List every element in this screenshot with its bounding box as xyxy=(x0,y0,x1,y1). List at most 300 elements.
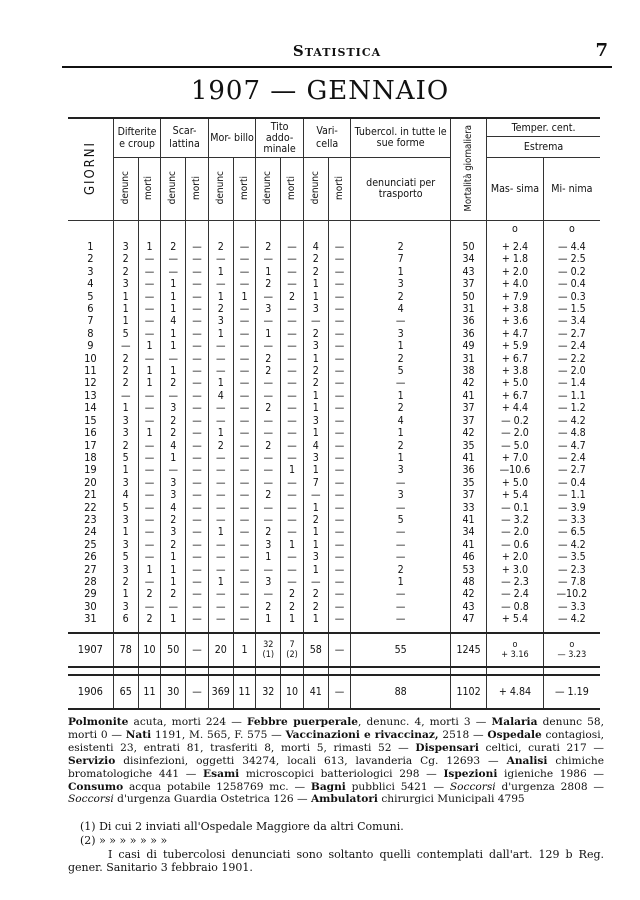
varicella-denunc: 1 xyxy=(303,564,328,576)
tito-morti: — xyxy=(281,477,304,489)
mortalita: 31 xyxy=(450,303,486,315)
tubercolosi-denunciati: 1 xyxy=(351,452,451,464)
varicella-denunc: 1 xyxy=(303,502,328,514)
scarlattina-denunc: 2 xyxy=(161,237,186,253)
tito-denunc: — xyxy=(256,588,281,600)
table-row xyxy=(68,576,600,588)
tubercolosi-denunciati: 3 xyxy=(351,464,451,476)
difterite-denunc: 2 xyxy=(113,576,138,588)
tito-denunc: — xyxy=(256,291,281,303)
tubercolosi-denunciati: 5 xyxy=(351,365,451,377)
temp-massima: — 2.4 xyxy=(487,588,544,600)
day-number: 26 xyxy=(84,551,97,564)
tito-denunc: — xyxy=(256,564,281,576)
morbillo-morti: — xyxy=(233,402,256,414)
difterite-denunc: 1 xyxy=(113,315,138,327)
tito-morti: — xyxy=(281,278,304,290)
tubercolosi-denunciati: 2 xyxy=(351,564,451,576)
tubercolosi-header: Tubercol. in tutte le sue forme xyxy=(351,118,451,158)
tito-denunc: — xyxy=(256,390,281,402)
varicella-morti: — xyxy=(328,440,351,452)
difterite-denunc: — xyxy=(113,340,138,352)
denunc-header: denunc xyxy=(113,158,138,221)
difterite-denunc: 1 xyxy=(113,291,138,303)
difterite-morti: — xyxy=(138,440,161,452)
scarlattina-denunc: — xyxy=(161,266,186,278)
morti-header: morti xyxy=(281,158,304,221)
difterite-denunc: 1 xyxy=(113,303,138,315)
tito-denunc: 2 xyxy=(256,601,281,613)
scarlattina-morti: — xyxy=(186,502,209,514)
varicella-morti: — xyxy=(328,452,351,464)
difterite-morti: 1 xyxy=(138,427,161,439)
table-row xyxy=(68,539,600,551)
day-number: 11 xyxy=(84,365,97,378)
morbillo-morti: — xyxy=(233,237,256,253)
difterite-morti: — xyxy=(138,539,161,551)
tito-denunc: 2 xyxy=(256,353,281,365)
footnote-2: (2) » » » » » » » xyxy=(80,834,168,847)
temp-massima: + 5.9 xyxy=(487,340,544,352)
difterite-morti: — xyxy=(138,291,161,303)
difterite-denunc: — xyxy=(113,390,138,402)
tubercolosi-denunciati: — xyxy=(351,377,451,389)
table-row xyxy=(68,328,600,340)
tito-denunc: 2 xyxy=(256,489,281,501)
morti-header: morti xyxy=(138,158,161,221)
morbillo-denunc: — xyxy=(208,365,233,377)
day-number: 23 xyxy=(84,513,97,526)
tubercolosi-denunciati: 1 xyxy=(351,576,451,588)
table-row xyxy=(68,291,600,303)
temp-massima: + 2.0 xyxy=(487,551,544,563)
morbillo-morti: — xyxy=(233,377,256,389)
table-row xyxy=(68,237,600,253)
mortalita: 1102 xyxy=(450,675,486,709)
varicella-denunc: 2 xyxy=(303,253,328,265)
tito-morti: — xyxy=(281,489,304,501)
scarlattina-denunc: 1 xyxy=(161,328,186,340)
difterite-denunc: 1 xyxy=(113,588,138,600)
mortalita: 42 xyxy=(450,377,486,389)
tubercolosi-denunciati: 1 xyxy=(351,340,451,352)
morti-header: morti xyxy=(186,158,209,221)
temp-massima: + 4.0 xyxy=(487,278,544,290)
temp-massima: — 0.8 xyxy=(487,601,544,613)
morbillo-morti: — xyxy=(233,601,256,613)
day-number: 15 xyxy=(84,414,97,427)
temp-massima: — 5.0 xyxy=(487,440,544,452)
difterite-morti: 10 xyxy=(138,633,161,667)
mortalita: 47 xyxy=(450,613,486,625)
varicella-morti: — xyxy=(328,390,351,402)
morbillo-denunc: 1 xyxy=(208,427,233,439)
day-number: 17 xyxy=(84,439,97,452)
scarlattina-morti: — xyxy=(186,303,209,315)
tito-morti: — xyxy=(281,303,304,315)
temp-massima: + 7.9 xyxy=(487,291,544,303)
tito-denunc: 3 xyxy=(256,576,281,588)
tubercolosi-denunciati: 1 xyxy=(351,266,451,278)
tubercolosi-denunciati: 3 xyxy=(351,278,451,290)
morbillo-denunc: — xyxy=(208,353,233,365)
scarlattina-morti: — xyxy=(186,328,209,340)
temp-minima: — 4.2 xyxy=(543,415,600,427)
tubercolosi-denunciati: — xyxy=(351,601,451,613)
tito-morti: 2 xyxy=(281,588,304,600)
tubercolosi-denunciati: — xyxy=(351,502,451,514)
difterite-denunc: 3 xyxy=(113,427,138,439)
denunc-header: denunc xyxy=(303,158,328,221)
difterite-morti: — xyxy=(138,266,161,278)
table-row xyxy=(68,315,600,327)
morbillo-morti: — xyxy=(233,278,256,290)
table-row xyxy=(68,440,600,452)
morbillo-denunc: — xyxy=(208,588,233,600)
temperatura-header: Temper. cent. Estrema xyxy=(487,118,600,158)
varicella-denunc: 7 xyxy=(303,477,328,489)
mortalita-header: Mortalità giornaliera xyxy=(450,118,486,221)
tito-morti: 1 xyxy=(281,464,304,476)
scarlattina-morti: — xyxy=(186,253,209,265)
varicella-denunc: 3 xyxy=(303,340,328,352)
temp-massima: + 6.7 xyxy=(487,353,544,365)
varicella-morti: — xyxy=(328,253,351,265)
tito-morti: — xyxy=(281,514,304,526)
mortalita: 50 xyxy=(450,291,486,303)
tito-denunc: 32 (1) xyxy=(256,633,281,667)
varicella-morti: — xyxy=(328,315,351,327)
varicella-denunc: 1 xyxy=(303,402,328,414)
mortalita: 50 xyxy=(450,237,486,253)
scarlattina-morti: — xyxy=(186,365,209,377)
day-number: 22 xyxy=(84,501,97,514)
temp-massima: — 0.1 xyxy=(487,502,544,514)
mortalita: 37 xyxy=(450,489,486,501)
tito-morti: — xyxy=(281,576,304,588)
giorni-header: GIORNI xyxy=(68,118,113,221)
temp-massima: o + 3.16 xyxy=(487,633,544,667)
mortalita: 37 xyxy=(450,278,486,290)
morbillo-morti: — xyxy=(233,477,256,489)
scarlattina-morti: — xyxy=(186,576,209,588)
tubercolosi-denunciati: 55 xyxy=(351,633,451,667)
table-row xyxy=(68,489,600,501)
morbillo-denunc: 1 xyxy=(208,328,233,340)
difterite-denunc: 3 xyxy=(113,477,138,489)
temp-massima: + 3.0 xyxy=(487,564,544,576)
day-number: 1907 xyxy=(68,633,113,667)
day-number: 10 xyxy=(84,352,97,365)
scarlattina-morti: — xyxy=(186,315,209,327)
table-row xyxy=(68,514,600,526)
tito-denunc: 1 xyxy=(256,613,281,625)
mortalita: 41 xyxy=(450,514,486,526)
temp-massima: + 4.4 xyxy=(487,402,544,414)
table-row xyxy=(68,402,600,414)
difterite-denunc: 3 xyxy=(113,278,138,290)
temp-minima: — 0.3 xyxy=(543,291,600,303)
temp-minima: — 0.4 xyxy=(543,278,600,290)
scarlattina-denunc: 3 xyxy=(161,477,186,489)
temp-massima: —10.6 xyxy=(487,464,544,476)
scarlattina-denunc: — xyxy=(161,464,186,476)
morbillo-morti: — xyxy=(233,514,256,526)
varicella-denunc: 2 xyxy=(303,588,328,600)
morbillo-morti: — xyxy=(233,489,256,501)
temp-massima: + 4.7 xyxy=(487,328,544,340)
morbillo-denunc: 4 xyxy=(208,390,233,402)
scarlattina-denunc: 3 xyxy=(161,489,186,501)
footnote-1: (1) Di cui 2 inviati all'Ospedale Maggiore da altri Comuni. xyxy=(80,820,404,833)
tubercolosi-denunciati: 2 xyxy=(351,237,451,253)
scarlattina-morti: — xyxy=(186,601,209,613)
scarlattina-denunc: 2 xyxy=(161,377,186,389)
tubercolosi-denunciati: — xyxy=(351,551,451,563)
tito-morti: 10 xyxy=(281,675,304,709)
footnote-tubercolosi: I casi di tubercolosi denunciati sono soltanto quelli contemplati dall'art. 129 b Reg. gener. Sanitario 3 febbraio 1901. xyxy=(68,848,604,874)
morti-header: morti xyxy=(328,158,351,221)
tito-denunc: — xyxy=(256,464,281,476)
mortalita: 49 xyxy=(450,340,486,352)
varicella-morti: — xyxy=(328,415,351,427)
difterite-denunc: 1 xyxy=(113,526,138,538)
day-number: 1906 xyxy=(68,675,113,709)
morbillo-denunc: — xyxy=(208,477,233,489)
morbillo-denunc: — xyxy=(208,464,233,476)
difterite-morti: 11 xyxy=(138,675,161,709)
difterite-denunc: 3 xyxy=(113,237,138,253)
temp-minima: — 3.4 xyxy=(543,315,600,327)
scarlattina-denunc: — xyxy=(161,253,186,265)
tito-denunc: 3 xyxy=(256,539,281,551)
tito-morti: 1 xyxy=(281,539,304,551)
day-number: 12 xyxy=(84,377,97,390)
scarlattina-denunc: 2 xyxy=(161,415,186,427)
scarlattina-morti: — xyxy=(186,633,209,667)
table-row xyxy=(68,340,600,352)
tito-denunc: 2 xyxy=(256,365,281,377)
tito-denunc: 3 xyxy=(256,303,281,315)
scarlattina-denunc: 3 xyxy=(161,526,186,538)
temp-massima: + 6.7 xyxy=(487,390,544,402)
morbillo-denunc: — xyxy=(208,452,233,464)
tito-morti: 2 xyxy=(281,601,304,613)
tito-denunc: 2 xyxy=(256,402,281,414)
denunc-header: denunc xyxy=(208,158,233,221)
difterite-morti: 2 xyxy=(138,588,161,600)
table-row xyxy=(68,526,600,538)
difterite-morti: — xyxy=(138,402,161,414)
morbillo-morti: — xyxy=(233,353,256,365)
morbillo-denunc: — xyxy=(208,564,233,576)
morbillo-morti: 11 xyxy=(233,675,256,709)
tubercolosi-denunciati: 2 xyxy=(351,291,451,303)
day-number: 19 xyxy=(84,464,97,477)
day-number: 9 xyxy=(87,340,94,353)
tito-denunc: 2 xyxy=(256,526,281,538)
temp-minima: o — 3.23 xyxy=(543,633,600,667)
varicella-morti: — xyxy=(328,427,351,439)
table-row xyxy=(68,266,600,278)
day-number: 1 xyxy=(87,240,94,253)
scarlattina-denunc: — xyxy=(161,601,186,613)
morbillo-denunc: 1 xyxy=(208,377,233,389)
temp-minima: — 1.1 xyxy=(543,390,600,402)
scarlattina-denunc: 1 xyxy=(161,303,186,315)
difterite-morti: — xyxy=(138,452,161,464)
difterite-denunc: 5 xyxy=(113,328,138,340)
scarlattina-denunc: — xyxy=(161,390,186,402)
difterite-morti: — xyxy=(138,551,161,563)
tito-morti: — xyxy=(281,315,304,327)
day-number: 28 xyxy=(84,575,97,588)
tito-denunc: — xyxy=(256,452,281,464)
morbillo-denunc: 3 xyxy=(208,315,233,327)
total-row-total_1906 xyxy=(68,675,600,709)
mortalita: 31 xyxy=(450,353,486,365)
temp-minima: — 3.9 xyxy=(543,502,600,514)
difterite-denunc: 2 xyxy=(113,365,138,377)
tubercolosi-denunciati: — xyxy=(351,526,451,538)
morbillo-morti: — xyxy=(233,266,256,278)
difterite-morti: — xyxy=(138,601,161,613)
morbillo-denunc: — xyxy=(208,415,233,427)
difterite-denunc: 78 xyxy=(113,633,138,667)
temp-minima: — 4.2 xyxy=(543,613,600,625)
difterite-denunc: 1 xyxy=(113,402,138,414)
massima-header: Mas- sima xyxy=(487,158,544,221)
day-number: 3 xyxy=(87,265,94,278)
morbillo-morti: — xyxy=(233,588,256,600)
morbillo-morti: 1 xyxy=(233,291,256,303)
difterite-morti: — xyxy=(138,253,161,265)
varicella-denunc: 2 xyxy=(303,377,328,389)
difterite-denunc: 3 xyxy=(113,539,138,551)
morbillo-denunc: 20 xyxy=(208,633,233,667)
varicella-morti: — xyxy=(328,365,351,377)
varicella-denunc: 2 xyxy=(303,601,328,613)
table-row xyxy=(68,502,600,514)
difterite-morti: — xyxy=(138,477,161,489)
day-number: 2 xyxy=(87,253,94,266)
tubercolosi-denunciati: 1 xyxy=(351,427,451,439)
scarlattina-morti: — xyxy=(186,278,209,290)
tito-morti: — xyxy=(281,440,304,452)
scarlattina-morti: — xyxy=(186,427,209,439)
morbillo-morti: — xyxy=(233,613,256,625)
degree-mark: o xyxy=(487,221,544,238)
scarlattina-denunc: 2 xyxy=(161,539,186,551)
mortalita: 34 xyxy=(450,253,486,265)
morti-header: morti xyxy=(233,158,256,221)
temp-massima: — 3.2 xyxy=(487,514,544,526)
varicella-denunc: 1 xyxy=(303,291,328,303)
notes-paragraph: Polmonite acuta, morti 224 — Febbre puerperale, denunc. 4, morti 3 — Malaria denunc 58, morti 0 — Nati 1191, M. 565, F. 575 — Vaccinazioni e rivaccinaz, 2518 — Ospedale contagiosi, esistenti 23, entrati 81, trasferiti 8, morti 5, rimasti 52 — Dispensari celtici, curati 217 — Servizio disinfezioni, oggetti 34274, locali 613, lavanderia Cg. 12693 — Analisi chimiche bromatologiche 441 — Esami microscopici batteriologici 298 — Ispezioni igieniche 1986 — Consumo acqua potabile 1258769 mc. — Bagni pubblici 5421 — Soccorsi d'urgenza 2808 — Soccorsi d'urgenza Guardia Ostetrica 126 — Ambulatori chirurgici Municipali 4795 xyxy=(68,716,605,806)
scarlattina-morti: — xyxy=(186,675,209,709)
mortalita: 41 xyxy=(450,390,486,402)
scarlattina-denunc: 1 xyxy=(161,365,186,377)
varicella-morti: — xyxy=(328,303,351,315)
tito-morti: — xyxy=(281,427,304,439)
morbillo-denunc: — xyxy=(208,253,233,265)
scarlattina-morti: — xyxy=(186,464,209,476)
mortalita: 1245 xyxy=(450,633,486,667)
scarlattina-denunc: 1 xyxy=(161,564,186,576)
difterite-morti: — xyxy=(138,464,161,476)
morbillo-denunc: — xyxy=(208,340,233,352)
temp-minima: — 0.4 xyxy=(543,477,600,489)
difterite-morti: — xyxy=(138,576,161,588)
tito-morti: 7 (2) xyxy=(281,633,304,667)
morbillo-denunc: — xyxy=(208,613,233,625)
mortalita: 48 xyxy=(450,576,486,588)
scarlattina-morti: — xyxy=(186,266,209,278)
varicella-morti: — xyxy=(328,502,351,514)
scarlattina-morti: — xyxy=(186,514,209,526)
tubercolosi-denunciati: — xyxy=(351,539,451,551)
scarlattina-denunc: 4 xyxy=(161,315,186,327)
day-number: 7 xyxy=(87,315,94,328)
temp-minima: — 1.1 xyxy=(543,489,600,501)
scarlattina-morti: — xyxy=(186,526,209,538)
varicella-morti: — xyxy=(328,328,351,340)
temp-massima: + 2.0 xyxy=(487,266,544,278)
morbillo-denunc: — xyxy=(208,402,233,414)
mortalita: 41 xyxy=(450,539,486,551)
temp-minima: — 3.3 xyxy=(543,514,600,526)
scarlattina-morti: — xyxy=(186,613,209,625)
temp-massima: + 1.8 xyxy=(487,253,544,265)
tubercolosi-denunciati: 5 xyxy=(351,514,451,526)
temp-minima: — 4.7 xyxy=(543,440,600,452)
difterite-morti: 2 xyxy=(138,613,161,625)
tubercolosi-denunciati: 2 xyxy=(351,353,451,365)
tito-denunc: — xyxy=(256,377,281,389)
temp-minima: — 4.2 xyxy=(543,539,600,551)
mortalita: 38 xyxy=(450,365,486,377)
temp-minima: — 2.7 xyxy=(543,328,600,340)
difterite-morti: 1 xyxy=(138,377,161,389)
morbillo-morti: — xyxy=(233,564,256,576)
difterite-morti: — xyxy=(138,328,161,340)
varicella-denunc: 4 xyxy=(303,237,328,253)
morbillo-denunc: 2 xyxy=(208,440,233,452)
scarlattina-denunc: 1 xyxy=(161,452,186,464)
tito-denunc: 1 xyxy=(256,328,281,340)
temp-minima: — 2.5 xyxy=(543,253,600,265)
denunc-header: denunc xyxy=(161,158,186,221)
scarlattina-denunc: — xyxy=(161,353,186,365)
varicella-denunc: 3 xyxy=(303,303,328,315)
varicella-morti: — xyxy=(328,613,351,625)
scarlattina-morti: — xyxy=(186,477,209,489)
tito-morti: 1 xyxy=(281,613,304,625)
tito-morti: 2 xyxy=(281,291,304,303)
tito-morti: — xyxy=(281,551,304,563)
varicella-morti: — xyxy=(328,564,351,576)
morbillo-morti: — xyxy=(233,427,256,439)
table-row xyxy=(68,613,600,625)
tito-morti: — xyxy=(281,526,304,538)
degree-mark: o xyxy=(543,221,600,238)
difterite-header: Difterite e croup xyxy=(113,118,161,158)
difterite-morti: — xyxy=(138,315,161,327)
scarlattina-denunc: 30 xyxy=(161,675,186,709)
varicella-header: Vari- cella xyxy=(303,118,351,158)
temp-massima: — 2.3 xyxy=(487,576,544,588)
tito-denunc: — xyxy=(256,315,281,327)
